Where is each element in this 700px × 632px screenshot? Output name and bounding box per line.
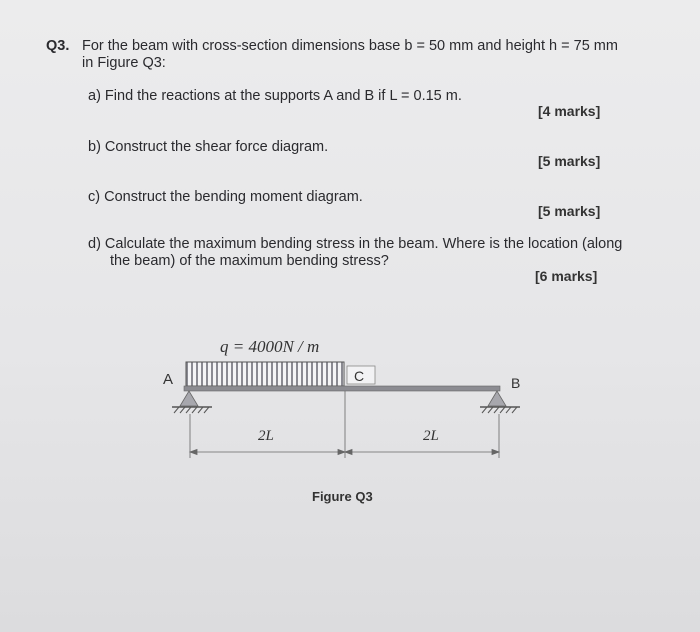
part-b-text: b) Construct the shear force diagram. (88, 139, 329, 155)
beam (184, 386, 500, 391)
point-b-label: B (511, 375, 521, 391)
dimension-right-label: 2L (423, 428, 439, 444)
load-label: q = 4000N / m (220, 337, 320, 356)
dimension-line (190, 450, 499, 455)
part-c-text: c) Construct the bending moment diagram. (88, 189, 363, 205)
part-b-marks: [5 marks] (538, 153, 601, 169)
support-b-pin (480, 391, 520, 413)
question-intro-line1: For the beam with cross-section dimensions base b = 50 mm and height h = 75 mm (82, 38, 618, 54)
part-d-line1: d) Calculate the maximum bending stress in the beam. Where is the location (along (88, 236, 623, 252)
distributed-load (186, 362, 344, 386)
figure-caption: Figure Q3 (312, 489, 373, 504)
dimension-left-label: 2L (258, 428, 274, 444)
point-c-label: C (354, 368, 365, 384)
support-a-pin (172, 391, 212, 413)
part-d-line2: the beam) of the maximum bending stress? (110, 253, 389, 269)
part-d-marks: [6 marks] (535, 268, 598, 284)
point-a-label: A (163, 371, 174, 388)
question-intro-line2: in Figure Q3: (82, 55, 166, 71)
part-a-marks: [4 marks] (538, 103, 601, 119)
part-a-text: a) Find the reactions at the supports A and B if L = 0.15 m. (88, 88, 462, 104)
part-c-marks: [5 marks] (538, 203, 601, 219)
question-number: Q3. (46, 38, 70, 54)
